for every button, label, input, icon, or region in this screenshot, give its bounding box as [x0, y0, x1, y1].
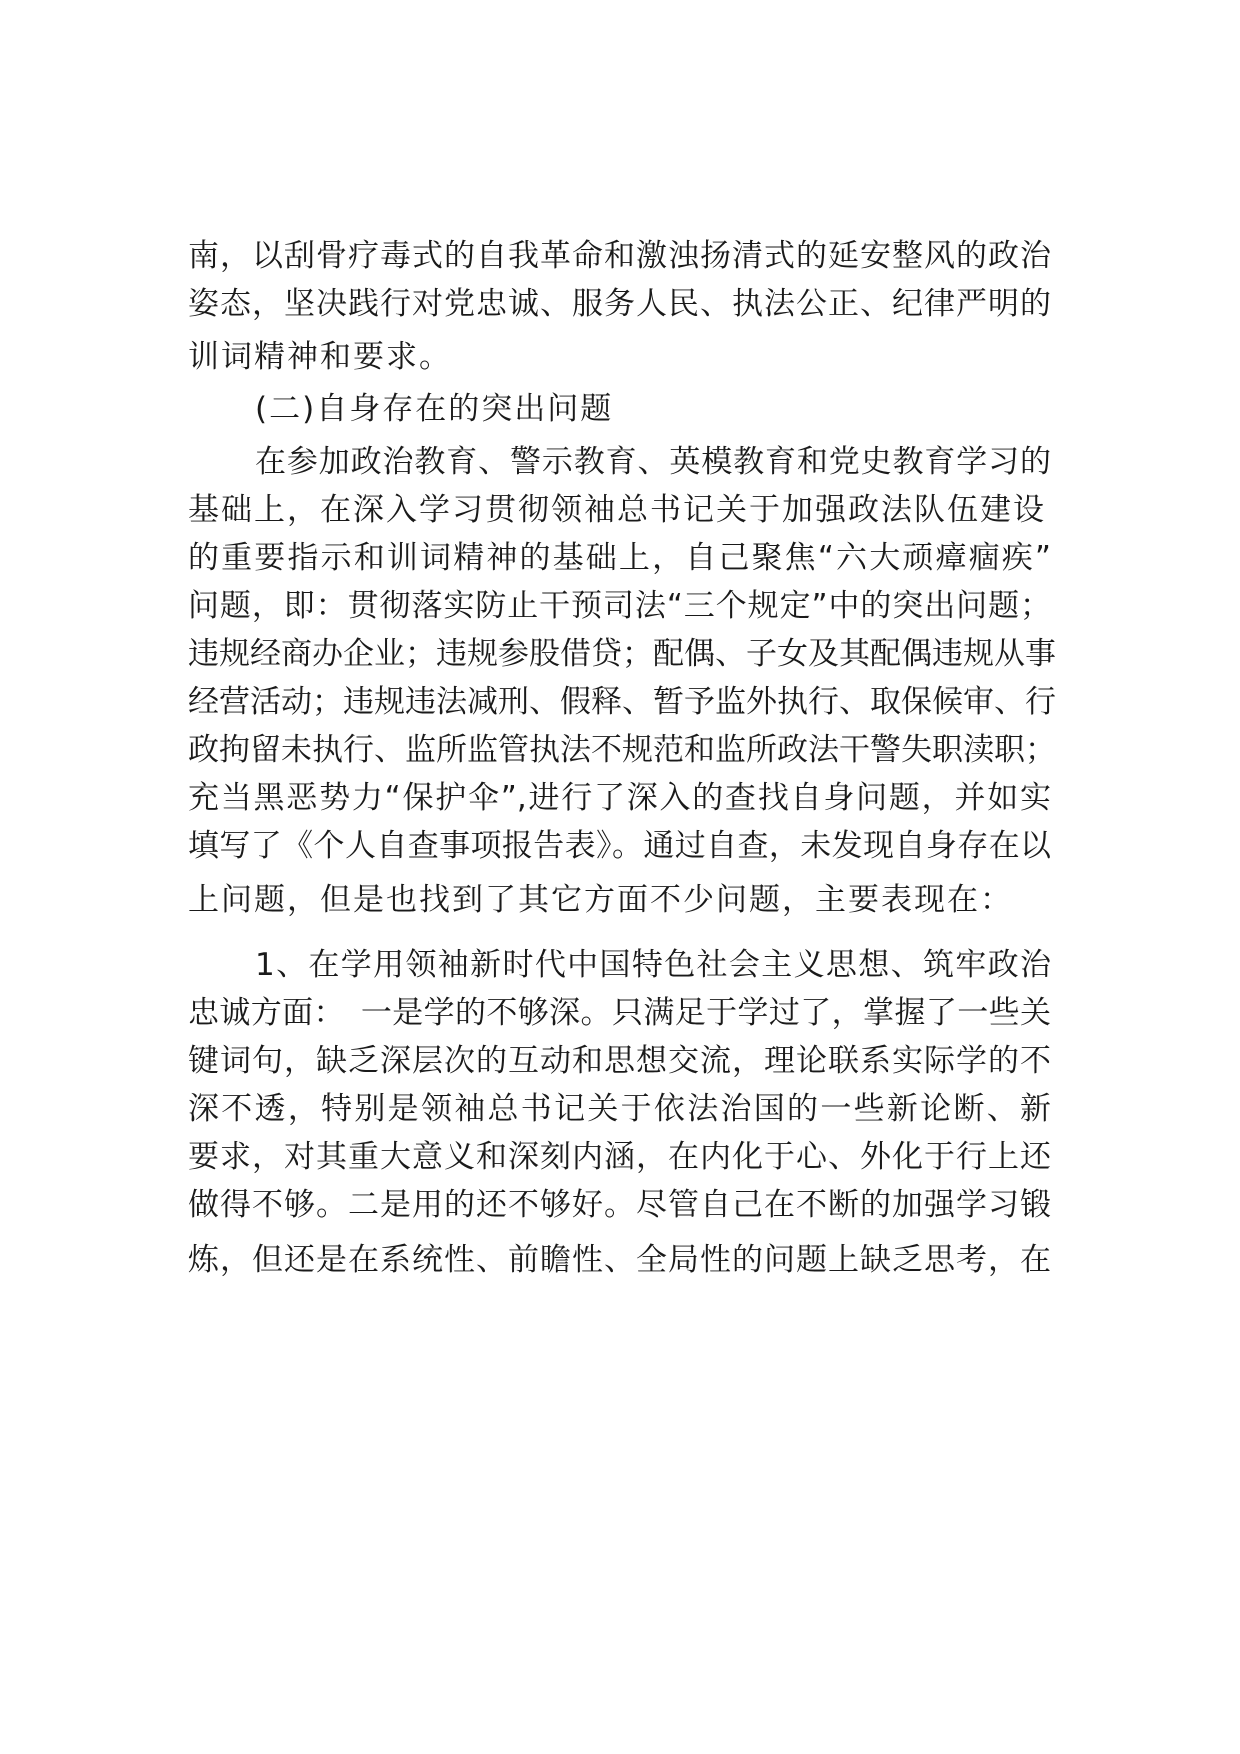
text-line: 深不透，特别是领袖总书记关于依法治国的一些新论断、新: [188, 1091, 1051, 1127]
text-line: 政拘留未执行、监所监管执法不规范和监所政法干警失职渎职；: [188, 732, 1056, 768]
text-line: 炼，但还是在系统性、前瞻性、全局性的问题上缺乏思考，在: [188, 1242, 1051, 1278]
text-line: 的重要指示和训词精神的基础上，自己聚焦“六大顽瘴痼疾”: [188, 540, 1051, 576]
text-line: 训词精神和要求。: [188, 339, 452, 375]
text-line: 经营活动；违规违法减刑、假释、暂予监外执行、取保候审、行: [188, 684, 1056, 720]
text-line: 问题，即：贯彻落实防止干预司法“三个规定”中的突出问题；: [188, 588, 1051, 624]
text-line: 做得不够。二是用的还不够好。尽管自己在不断的加强学习锻: [188, 1187, 1051, 1223]
text-line: 忠诚方面： 一是学的不够深。只满足于学过了，掌握了一些关: [188, 995, 1051, 1031]
text-line: 违规经商办企业；违规参股借贷；配偶、子女及其配偶违规从事: [188, 636, 1056, 672]
text-line: 填写了《个人自查事项报告表》。通过自查，未发现自身存在以: [188, 828, 1051, 864]
text-line: 在参加政治教育、警示教育、英模教育和党史教育学习的: [255, 444, 1051, 480]
text-line: 要求，对其重大意义和深刻内涵，在内化于心、外化于行上还: [188, 1139, 1051, 1175]
text-line: 基础上，在深入学习贯彻领袖总书记关于加强政法队伍建设: [188, 492, 1046, 528]
text-line: 上问题，但是也找到了其它方面不少问题，主要表现在：: [188, 882, 1013, 918]
text-line: 键词句，缺乏深层次的互动和思想交流，理论联系实际学的不: [188, 1043, 1051, 1079]
text-line: 姿态，坚决践行对党忠诚、服务人民、执法公正、纪律严明的: [188, 286, 1051, 322]
text-line: 充当黑恶势力“保护伞”,进行了深入的查找自身问题，并如实: [188, 780, 1051, 816]
text-line: 南，以刮骨疗毒式的自我革命和激浊扬清式的延安整风的政治: [188, 238, 1051, 274]
section-heading: (二)自身存在的突出问题: [255, 391, 614, 427]
numbered-item: 1、在学用领袖新时代中国特色社会主义思想、筑牢政治: [255, 947, 1051, 983]
